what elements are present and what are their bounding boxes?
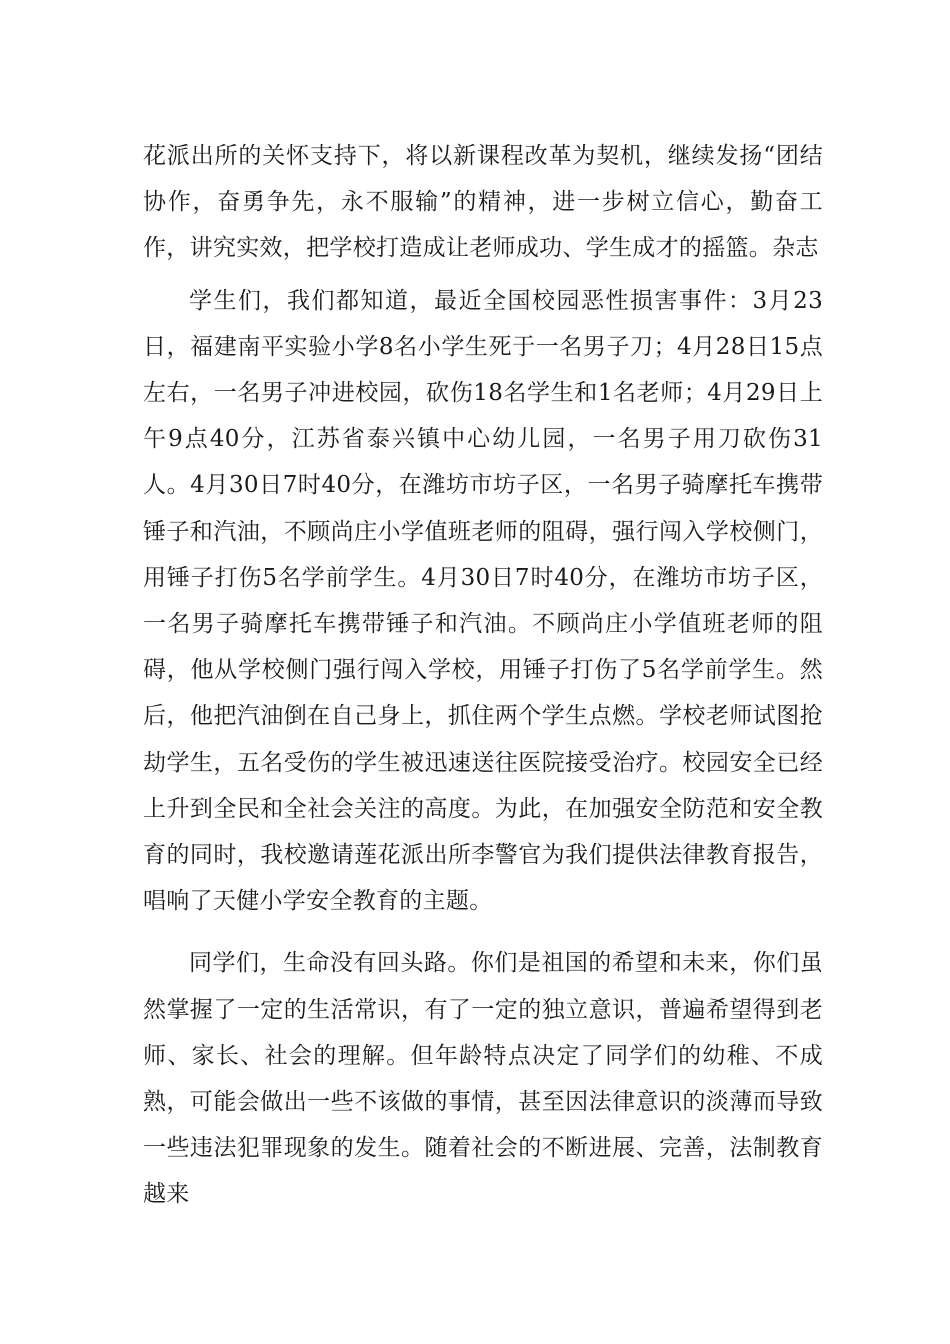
paragraph-campus-incidents: 学生们，我们都知道，最近全国校园恶性损害事件：3月23日，福建南平实验小学8名小学生死于一名男子刀；4月28日15点左右，一名男子冲进校园，砍伤18名学生和1名老师；4月29日上午9点40分，江苏省泰兴镇中心幼儿园，一名男子用刀砍伤31人。4月30日7时40分，在潍坊市坊子区，一名男子骑摩托车携带锤子和汽油，不顾尚庄小学值班老师的阻碍，强行闯入学校侧门，用锤子打伤5名学前学生。4月30日7时40分，在潍坊市坊子区，一名男子骑摩托车携带锤子和汽油。不顾尚庄小学值班老师的阻碍，他从学校侧门强行闯入学校，用锤子打伤了5名学前学生。然后，他把汽油倒在自己身上，抓住两个学生点燃。学校老师试图抢劫学生，五名受伤的学生被迅速送往医院接受治疗。校园安全已经上升到全民和全社会关注的高度。为此，在加强安全防范和安全教育的同时，我校邀请莲花派出所李警官为我们提供法律教育报告，唱响了天健小学安全教育的主题。: [143, 287, 823, 915]
paragraph-legal-education: 同学们，生命没有回头路。你们是祖国的希望和未来，你们虽然掌握了一定的生活常识，有了一定的独立意识，普遍希望得到老师、家长、社会的理解。但年龄特点决定了同学们的幼稚、不成熟，可能会做出一些不该做的事情，甚至因法律意识的淡薄而导致一些违法犯罪现象的发生。随着社会的不断进展、完善，法制教育越来: [143, 950, 823, 1208]
document-page: [143, 133, 823, 1218]
paragraph-continuation: 花派出所的关怀支持下，将以新课程改革为契机，继续发扬“团结协作，奋勇争先，永不服输”的精神，进一步树立信心，勤奋工作，讲究实效，把学校打造成让老师成功、学生成才的摇篮。杂志: [143, 143, 823, 262]
